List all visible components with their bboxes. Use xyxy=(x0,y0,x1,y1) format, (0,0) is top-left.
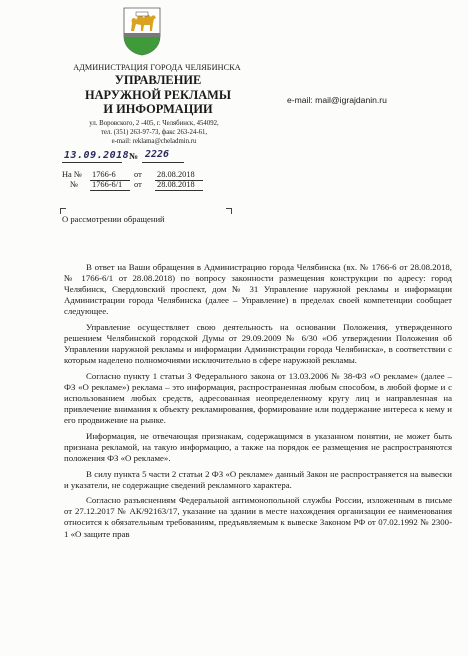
letter-body xyxy=(64,262,452,544)
reference-number: 1766-6 xyxy=(92,170,116,179)
recipient-email: e-mail: mail@igrajdanin.ru xyxy=(287,95,387,105)
department-line: И ИНФОРМАЦИИ xyxy=(103,102,213,116)
department-name xyxy=(66,73,250,117)
body-paragraph: Согласно пункту 1 статьи 3 Федерального закона от 13.03.2006 № 38-ФЗ «О рекламе» (далее – ФЗ «О рекламе») реклама – это информация, распространенная любым способом, в любой форме и с использованием любых средств, адресованная неопределенному кругу лиц и направленная на привлечение внимания к объекту рекламирования, формирование или поддержание интереса к нему и его продвижение на рынке. xyxy=(64,370,452,426)
reference-date-underline xyxy=(155,190,203,191)
reference-date: 28.08.2018 xyxy=(157,180,195,189)
reference-number: 1766-6/1 xyxy=(92,180,123,189)
emblem-load xyxy=(136,12,148,16)
department-line: УПРАВЛЕНИЕ xyxy=(114,73,202,87)
document-subject: О рассмотрении обращений xyxy=(62,214,165,224)
emblem-wall xyxy=(124,33,160,37)
department-line: НАРУЖНОЙ РЕКЛАМЫ xyxy=(84,87,232,102)
outgoing-number-label: № xyxy=(129,151,139,161)
address-line: тел. (351) 263-97-73, факс 263-24-61, xyxy=(100,128,208,136)
reference-number-underline xyxy=(90,190,130,191)
body-paragraph: Информация, не отвечающая признакам, содержащимся в указанном понятии, не может быть признана рекламой, на такую информацию, а также на порядок ее размещения не распространяются положения ФЗ «О рекламе». xyxy=(64,430,452,463)
body-paragraph: В силу пункта 5 части 2 статьи 2 ФЗ «О рекламе» данный Закон не распространяется на вывески и указатели, не содержащие сведений рекламного характера. xyxy=(64,468,452,490)
body-paragraph: Согласно разъяснениям Федеральной антимонопольной службы России, изложенным в письме от 27.12.2017 № АК/92163/17, указание на здании в месте нахождения организации ее наименования относится к обязательным требованиям, предъявляемым к вывеске Законом РФ от 07.02.1992 № 2300-1 «О защите прав xyxy=(64,495,452,539)
reference-label: № xyxy=(70,180,78,189)
reference-date: 28.08.2018 xyxy=(157,170,195,179)
body-paragraph: Управление осуществляет свою деятельность на основании Положения, утвержденного решением Челябинской городской Думы от 29.09.2009 № 6/30 «Об утверждении Положения об Управлении наружной рекламы и информации Администрации города Челябинска», в соответствии с которым наделено полномочиями исключительно в сфере наружной рекламы. xyxy=(64,321,452,366)
department-address xyxy=(56,120,252,146)
outgoing-number: 2226 xyxy=(145,149,170,160)
subject-bracket-right xyxy=(226,208,232,214)
outgoing-number-underline xyxy=(142,162,184,163)
outgoing-date: 13.09.2018 xyxy=(64,150,130,161)
body-paragraph: В ответ на Ваши обращения в Администрацию города Челябинска (вх. № 1766-6 от 28.08.2018, № 1766-6/1 от 28.08.2018) по вопросу законности размещения конструкции по адресу: город Челябинск, Свердловский проспект, дом № 31 Управление наружной рекламы и информации Администрации города Челябинска (далее – Управление) в пределах своей компетенции сообщает следующее. xyxy=(64,262,452,317)
city-emblem-icon xyxy=(122,6,162,56)
reference-label: На № xyxy=(62,170,82,179)
reference-from: от xyxy=(134,170,142,179)
emblem-green-field xyxy=(124,36,160,55)
outgoing-date-underline xyxy=(62,162,122,163)
address-line: e-mail: reklama@cheladmin.ru xyxy=(111,137,197,145)
reference-from: от xyxy=(134,180,142,189)
administration-name: АДМИНИСТРАЦИЯ ГОРОДА ЧЕЛЯБИНСКА xyxy=(73,63,241,72)
address-line: ул. Воровского, 2 -405, г. Челябинск, 454092, xyxy=(89,120,219,127)
